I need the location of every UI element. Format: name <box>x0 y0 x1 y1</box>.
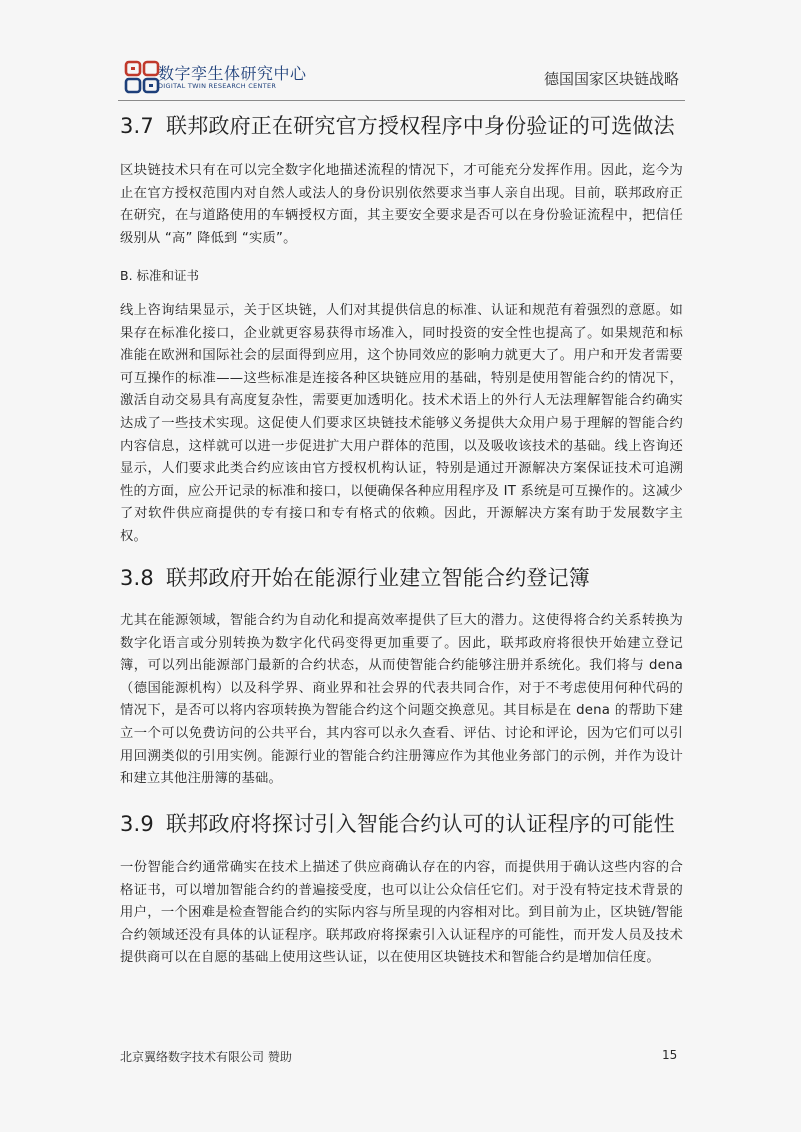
section-3-7-paragraph: 区块链技术只有在可以完全数字化地描述流程的情况下，才可能充分发挥作用。因此，迄今为止在官方授权范围内对自然人或法人的身份识别依然要求当事人亲自出现。目前，联邦政府正在研究，在与道路使用的车辆授权方面，其主要安全要求是否可以在身份验证流程中，把信任级别从 “高” 降低到 “实质”。 <box>120 163 683 246</box>
section-3-8-paragraph: 尤其在能源领域，智能合约为自动化和提高效率提供了巨大的潜力。这使得将合约关系转换为数字化语言或分别转换为数字化代码变得更加重要了。因此，联邦政府将很快开始建立登记簿，可以列出能源部门最新的合约状态，从而使智能合约能够注册并系统化。我们将与 dena（德国能源机构）以及科学界、商业界和社会界的代表共同合作，对于不考虑使用何种代码的情况下，是否可以将内容项转换为智能合约这个问题交换意见。其目标是在 dena 的帮助下建立一个可以免费访问的公共平台，其内容可以永久查看、评估、讨论和评论，因为它们可以引用回溯类似的引用实例。能源行业的智能合约注册簿应作为其他业务部门的示例，并作为设计和建立其他注册簿的基础。 <box>120 613 683 787</box>
section-heading-3-9 <box>120 808 675 838</box>
page-header <box>118 58 685 100</box>
section-number: 3.8 <box>120 566 154 590</box>
section-number: 3.9 <box>120 812 154 836</box>
section-title: 联邦政府将探讨引入智能合约认可的认证程序的可能性 <box>166 812 675 836</box>
section-title: 联邦政府开始在能源行业建立智能合约登记簿 <box>166 566 590 590</box>
page-number: 15 <box>662 1048 678 1062</box>
section-heading-3-7 <box>120 110 675 140</box>
section-title: 联邦政府正在研究官方授权程序中身份验证的可选做法 <box>166 114 675 138</box>
section-3-9-paragraph: 一份智能合约通常确实在技术上描述了供应商确认存在的内容，而提供用于确认这些内容的合格证书，可以增加智能合约的普遍接受度，也可以让公众信任它们。对于没有特定技术背景的用户，一个困难是检查智能合约的实际内容与所呈现的内容相对比。到目前为止，区块链/智能合约领域还没有具体的认证程序。联邦政府将探索引入认证程序的可能性，而开发人员及技术提供商可以在自愿的基础上使用这些认证，以在使用区块链技术和智能合约是增加信任度。 <box>120 860 683 966</box>
document-title: 德国国家区块链战略 <box>543 70 679 88</box>
footer-sponsor: 北京翼络数字技术有限公司 赞助 <box>120 1050 292 1064</box>
section-heading-3-8 <box>120 562 590 592</box>
digital-twin-logo-icon <box>124 60 160 94</box>
logo-title: 数字孪生体研究中心 <box>158 64 307 83</box>
header-divider <box>118 100 685 101</box>
standards-paragraph: 线上咨询结果显示，关于区块链，人们对其提供信息的标准、认证和规范有着强烈的意愿。如果存在标准化接口，企业就更容易获得市场准入，同时投资的安全性也提高了。如果规范和标准能在欧洲和国际社会的层面得到应用，这个协同效应的影响力就更大了。用户和开发者需要可互操作的标准——这些标准是连接各种区块链应用的基础，特别是使用智能合约的情况下，激活自动交易具有高度复杂性，需要更加透明化。技术术语上的外行人无法理解智能合约确实达成了一些技术实现。这促使人们要求区块链技术能够义务提供大众用户易于理解的智能合约内容信息，这样就可以进一步促进扩大用户群体的范围，以及吸收该技术的基础。线上咨询还显示，人们要求此类合约应该由官方授权机构认证，特别是通过开源解决方案保证技术可追溯性的方面，应公开记录的标准和接口，以便确保各种应用程序及 IT 系统是可互操作的。这减少了对软件供应商提供的专有接口和专有格式的依赖。因此，开源解决方案有助于发展数字主权。 <box>120 303 683 544</box>
section-number: 3.7 <box>120 114 154 138</box>
logo-subtitle: DIGITAL TWIN RESEARCH CENTER <box>158 82 277 90</box>
subheading-standards: B. 标准和证书 <box>120 268 200 283</box>
